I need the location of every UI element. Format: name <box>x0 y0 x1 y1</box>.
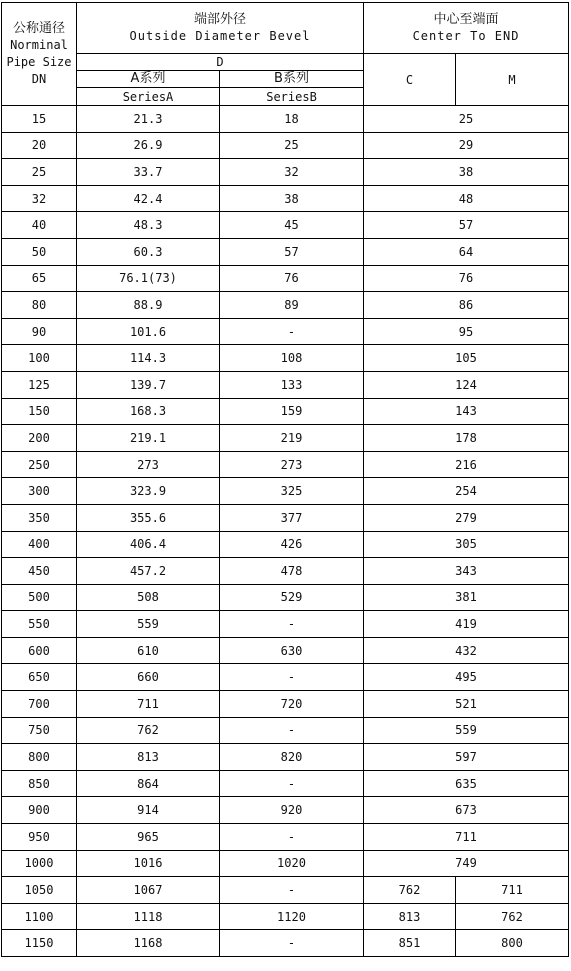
cell-series-b: 920 <box>220 797 364 824</box>
table-row <box>2 664 569 691</box>
header-center-to-end-en: Center To END <box>412 29 520 43</box>
table-row <box>2 877 569 904</box>
cell-series-b: 720 <box>220 691 364 718</box>
cell-series-a: 168.3 <box>77 398 220 425</box>
table-row <box>2 717 569 744</box>
header-c: C <box>364 54 456 106</box>
cell-dn: 650 <box>2 664 77 691</box>
cell-dn: 950 <box>2 824 77 851</box>
cell-series-a: 60.3 <box>77 238 220 265</box>
cell-m: 762 <box>456 903 569 930</box>
table-row <box>2 930 569 957</box>
cell-series-b: - <box>220 770 364 797</box>
cell-series-a: 965 <box>77 824 220 851</box>
cell-c: 124 <box>364 371 569 398</box>
cell-series-b: 478 <box>220 558 364 585</box>
table-row <box>2 132 569 159</box>
cell-c: 86 <box>364 292 569 319</box>
cell-series-b: 159 <box>220 398 364 425</box>
cell-m: 711 <box>456 877 569 904</box>
cell-c: 216 <box>364 451 569 478</box>
table-row <box>2 558 569 585</box>
cell-series-b: 108 <box>220 345 364 372</box>
table-row <box>2 159 569 186</box>
cell-series-b: 76 <box>220 265 364 292</box>
table-row <box>2 903 569 930</box>
cell-dn: 100 <box>2 345 77 372</box>
cell-series-b: 219 <box>220 425 364 452</box>
header-nominal-size-en2: Pipe Size <box>6 55 72 69</box>
cell-series-b: 38 <box>220 185 364 212</box>
cell-series-a: 813 <box>77 744 220 771</box>
cell-series-b: 1020 <box>220 850 364 877</box>
cell-series-a: 660 <box>77 664 220 691</box>
cell-series-b: 32 <box>220 159 364 186</box>
cell-c: 813 <box>364 903 456 930</box>
cell-dn: 65 <box>2 265 77 292</box>
cell-dn: 125 <box>2 371 77 398</box>
cell-dn: 150 <box>2 398 77 425</box>
cell-dn: 1050 <box>2 877 77 904</box>
cell-series-a: 914 <box>77 797 220 824</box>
header-center-to-end <box>364 3 569 54</box>
pipe-dimension-table <box>1 2 569 957</box>
cell-series-b: - <box>220 930 364 957</box>
cell-dn: 700 <box>2 691 77 718</box>
cell-series-b: 89 <box>220 292 364 319</box>
cell-series-a: 33.7 <box>77 159 220 186</box>
table-row <box>2 744 569 771</box>
cell-series-a: 1118 <box>77 903 220 930</box>
cell-c: 48 <box>364 185 569 212</box>
table-row <box>2 345 569 372</box>
cell-series-a: 762 <box>77 717 220 744</box>
cell-series-a: 88.9 <box>77 292 220 319</box>
table-row <box>2 504 569 531</box>
header-series-a-cn: A系列 <box>77 71 220 88</box>
cell-m: 800 <box>456 930 569 957</box>
cell-series-a: 21.3 <box>77 106 220 133</box>
cell-series-a: 406.4 <box>77 531 220 558</box>
table-row <box>2 238 569 265</box>
cell-series-b: 426 <box>220 531 364 558</box>
cell-dn: 25 <box>2 159 77 186</box>
cell-c: 29 <box>364 132 569 159</box>
table-body <box>2 3 569 957</box>
table-row <box>2 292 569 319</box>
cell-c: 851 <box>364 930 456 957</box>
cell-dn: 450 <box>2 558 77 585</box>
cell-series-b: 325 <box>220 478 364 505</box>
cell-series-a: 1168 <box>77 930 220 957</box>
cell-dn: 550 <box>2 611 77 638</box>
cell-dn: 50 <box>2 238 77 265</box>
cell-c: 673 <box>364 797 569 824</box>
table-row <box>2 637 569 664</box>
cell-series-a: 219.1 <box>77 425 220 452</box>
cell-series-a: 355.6 <box>77 504 220 531</box>
header-row-1 <box>2 3 569 54</box>
cell-series-b: 25 <box>220 132 364 159</box>
cell-dn: 80 <box>2 292 77 319</box>
cell-series-a: 273 <box>77 451 220 478</box>
cell-dn: 200 <box>2 425 77 452</box>
cell-series-a: 26.9 <box>77 132 220 159</box>
cell-dn: 1000 <box>2 850 77 877</box>
cell-c: 279 <box>364 504 569 531</box>
cell-dn: 800 <box>2 744 77 771</box>
cell-c: 178 <box>364 425 569 452</box>
table-row <box>2 106 569 133</box>
cell-c: 381 <box>364 584 569 611</box>
cell-series-a: 139.7 <box>77 371 220 398</box>
cell-series-a: 559 <box>77 611 220 638</box>
cell-dn: 20 <box>2 132 77 159</box>
cell-dn: 750 <box>2 717 77 744</box>
table-row <box>2 425 569 452</box>
cell-c: 711 <box>364 824 569 851</box>
table-row <box>2 531 569 558</box>
cell-c: 343 <box>364 558 569 585</box>
cell-series-a: 48.3 <box>77 212 220 239</box>
cell-c: 57 <box>364 212 569 239</box>
cell-series-a: 323.9 <box>77 478 220 505</box>
cell-series-a: 101.6 <box>77 318 220 345</box>
cell-series-a: 1016 <box>77 850 220 877</box>
header-row-2 <box>2 54 569 71</box>
table-row <box>2 451 569 478</box>
cell-series-b: - <box>220 611 364 638</box>
cell-series-a: 42.4 <box>77 185 220 212</box>
cell-series-b: - <box>220 664 364 691</box>
cell-c: 432 <box>364 637 569 664</box>
cell-series-b: - <box>220 877 364 904</box>
table-row <box>2 824 569 851</box>
cell-series-b: 57 <box>220 238 364 265</box>
cell-c: 38 <box>364 159 569 186</box>
cell-dn: 40 <box>2 212 77 239</box>
table-row <box>2 398 569 425</box>
cell-c: 559 <box>364 717 569 744</box>
cell-dn: 32 <box>2 185 77 212</box>
cell-c: 25 <box>364 106 569 133</box>
cell-series-a: 1067 <box>77 877 220 904</box>
table-row <box>2 691 569 718</box>
cell-c: 254 <box>364 478 569 505</box>
table-row <box>2 478 569 505</box>
cell-series-a: 864 <box>77 770 220 797</box>
header-series-b-en: SeriesB <box>220 88 364 106</box>
table-row <box>2 584 569 611</box>
cell-series-a: 610 <box>77 637 220 664</box>
cell-series-b: 820 <box>220 744 364 771</box>
header-nominal-size-cn: 公称通径 <box>12 21 65 36</box>
cell-c: 76 <box>364 265 569 292</box>
cell-dn: 1150 <box>2 930 77 957</box>
cell-series-a: 114.3 <box>77 345 220 372</box>
cell-c: 749 <box>364 850 569 877</box>
cell-series-b: 377 <box>220 504 364 531</box>
header-m: M <box>456 54 569 106</box>
header-outside-diameter-en: Outside Diameter Bevel <box>129 29 311 43</box>
table-row <box>2 212 569 239</box>
cell-series-b: - <box>220 824 364 851</box>
cell-c: 635 <box>364 770 569 797</box>
cell-c: 762 <box>364 877 456 904</box>
cell-dn: 350 <box>2 504 77 531</box>
cell-series-b: 273 <box>220 451 364 478</box>
cell-dn: 850 <box>2 770 77 797</box>
table-row <box>2 770 569 797</box>
header-series-a-en: SeriesA <box>77 88 220 106</box>
cell-dn: 250 <box>2 451 77 478</box>
cell-series-a: 457.2 <box>77 558 220 585</box>
header-d: D <box>77 54 364 71</box>
cell-dn: 300 <box>2 478 77 505</box>
cell-c: 64 <box>364 238 569 265</box>
cell-c: 143 <box>364 398 569 425</box>
header-outside-diameter-cn: 端部外径 <box>194 12 247 27</box>
table-row <box>2 185 569 212</box>
header-nominal-size-en1: Norminal <box>10 38 68 52</box>
cell-dn: 900 <box>2 797 77 824</box>
cell-c: 305 <box>364 531 569 558</box>
cell-dn: 500 <box>2 584 77 611</box>
cell-c: 95 <box>364 318 569 345</box>
table-row <box>2 265 569 292</box>
table-row <box>2 850 569 877</box>
cell-c: 521 <box>364 691 569 718</box>
cell-dn: 600 <box>2 637 77 664</box>
cell-series-b: 45 <box>220 212 364 239</box>
header-nominal-size <box>2 3 77 106</box>
table-row <box>2 797 569 824</box>
cell-series-b: 1120 <box>220 903 364 930</box>
cell-c: 105 <box>364 345 569 372</box>
cell-series-a: 76.1(73) <box>77 265 220 292</box>
cell-dn: 90 <box>2 318 77 345</box>
cell-c: 495 <box>364 664 569 691</box>
cell-dn: 15 <box>2 106 77 133</box>
header-series-b-cn: B系列 <box>220 71 364 88</box>
cell-series-b: 630 <box>220 637 364 664</box>
table-row <box>2 318 569 345</box>
header-center-to-end-cn: 中心至端面 <box>433 12 499 27</box>
cell-series-a: 711 <box>77 691 220 718</box>
cell-c: 597 <box>364 744 569 771</box>
cell-dn: 400 <box>2 531 77 558</box>
header-nominal-size-code: DN <box>31 72 47 86</box>
cell-series-b: 18 <box>220 106 364 133</box>
table-row <box>2 371 569 398</box>
cell-c: 419 <box>364 611 569 638</box>
table-row <box>2 611 569 638</box>
cell-series-a: 508 <box>77 584 220 611</box>
header-outside-diameter <box>77 3 364 54</box>
cell-series-b: - <box>220 318 364 345</box>
cell-series-b: - <box>220 717 364 744</box>
cell-series-b: 529 <box>220 584 364 611</box>
cell-series-b: 133 <box>220 371 364 398</box>
cell-dn: 1100 <box>2 903 77 930</box>
